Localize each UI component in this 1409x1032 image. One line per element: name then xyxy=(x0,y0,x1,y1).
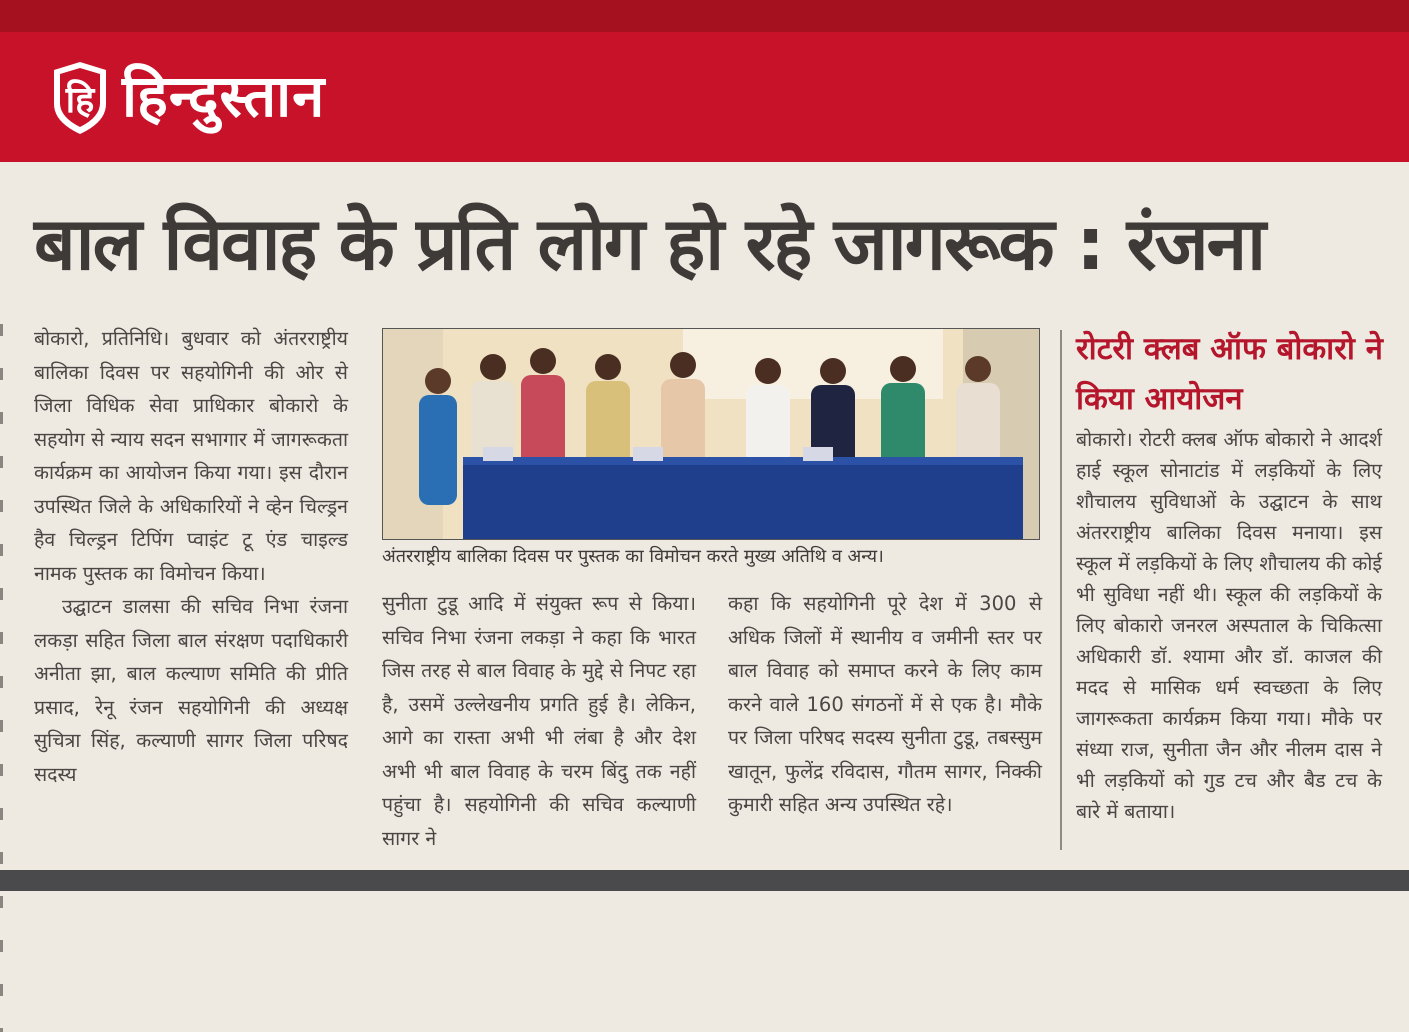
masthead xyxy=(0,32,1409,162)
svg-text:हि: हि xyxy=(65,80,95,121)
sidebar-story-headline: रोटरी क्लब ऑफ बोकारो ने किया आयोजन xyxy=(1076,331,1383,417)
sidebar-story-body xyxy=(1076,424,1382,827)
sidebar-story-paragraph: बोकारो। रोटरी क्लब ऑफ बोकारो ने आदर्श हाई स्कूल सोनाटांड में लड़कियों के लिए शौचालय सुविधाओं के उद्घाटन के साथ अंतरराष्ट्रीय बालिका दिवस मनाया। इस स्कूल में लड़कियों के लिए शौचालय की कोई भी सुविधा नहीं थी। स्कूल की लड़कियों के लिए बोकारो जनरल अस्पताल के चिकित्सा अधिकारी डॉ. श्यामा और डॉ. काजल की मदद से मासिक धर्म स्वच्छता के लिए जागरूकता कार्यक्रम किया गया। मौके पर संध्या राज, सुनीता जैन और नीलम दास ने भी लड़कियों को गुड टच और बैड टच के बारे में बताया। xyxy=(1076,428,1382,823)
column-divider xyxy=(1060,330,1062,850)
article-column-3 xyxy=(728,587,1042,822)
newspaper-clipping xyxy=(0,162,1409,870)
photo-illustration xyxy=(383,329,1039,539)
hindustan-shield-logo-icon xyxy=(52,60,108,136)
article-paragraph: उद्घाटन डालसा की सचिव निभा रंजना लकड़ा सहित जिला बाल संरक्षण पदाधिकारी अनीता झा, बाल कल्याण समिति की प्रीति प्रसाद, रेनू रंजन सहयोगिनी की अध्यक्ष सुचित्रा सिंह, कल्याणी सागर जिला परिषद सदस्य xyxy=(34,595,348,786)
photo-caption: अंतरराष्ट्रीय बालिका दिवस पर पुस्तक का विमोचन करते मुख्य अतिथि व अन्य। xyxy=(382,546,884,567)
article-paragraph: कहा कि सहयोगिनी पूरे देश में 300 से अधिक जिलों में स्थानीय व जमीनी स्तर पर बाल विवाह को समाप्त करने के लिए काम करने वाले 160 संगठनों में से एक है। मौके पर जिला परिषद सदस्य सुनीता टुडू, तबस्सुम खातून, फुलेंद्र रविदास, गौतम सागर, निक्की कुमारी सहित अन्य उपस्थित रहे। xyxy=(728,592,1042,816)
top-strip xyxy=(0,0,1409,32)
page-edge-marks xyxy=(0,324,3,1032)
bottom-bar xyxy=(0,870,1409,891)
brand-name: हिन्दुस्तान xyxy=(122,62,326,130)
article-column-1 xyxy=(34,322,348,791)
article-paragraph: बोकारो, प्रतिनिधि। बुधवार को अंतरराष्ट्रीय बालिका दिवस पर सहयोगिनी की ओर से जिला विधिक सेवा प्राधिकार बोकारो के सहयोग से न्याय सदन सभागार में जागरूकता कार्यक्रम का आयोजन किया गया। इस दौरान उपस्थित जिले के अधिकारियों ने व्हेन चिल्ड्रन हैव चिल्ड्रन टिपिंग प्वाइंट टू एंड चाइल्ड नामक पुस्तक का विमोचन किया। xyxy=(34,327,348,585)
article-paragraph: सुनीता टुडू आदि में संयुक्त रूप से किया। सचिव निभा रंजना लकड़ा ने कहा कि भारत जिस तरह से बाल विवाह के मुद्दे से निपट रहा है, उसमें उल्लेखनीय प्रगति हुई है। लेकिन, आगे का रास्ता अभी भी लंबा है और देश अभी भी बाल विवाह के चरम बिंदु तक नहीं पहुंचा है। सहयोगिनी की सचिव कल्याणी सागर ने xyxy=(382,592,696,850)
event-photo xyxy=(382,328,1040,540)
article-column-2 xyxy=(382,587,696,855)
article-headline: बाल विवाह के प्रति लोग हो रहे जागरूक : रंजना xyxy=(34,202,1265,287)
